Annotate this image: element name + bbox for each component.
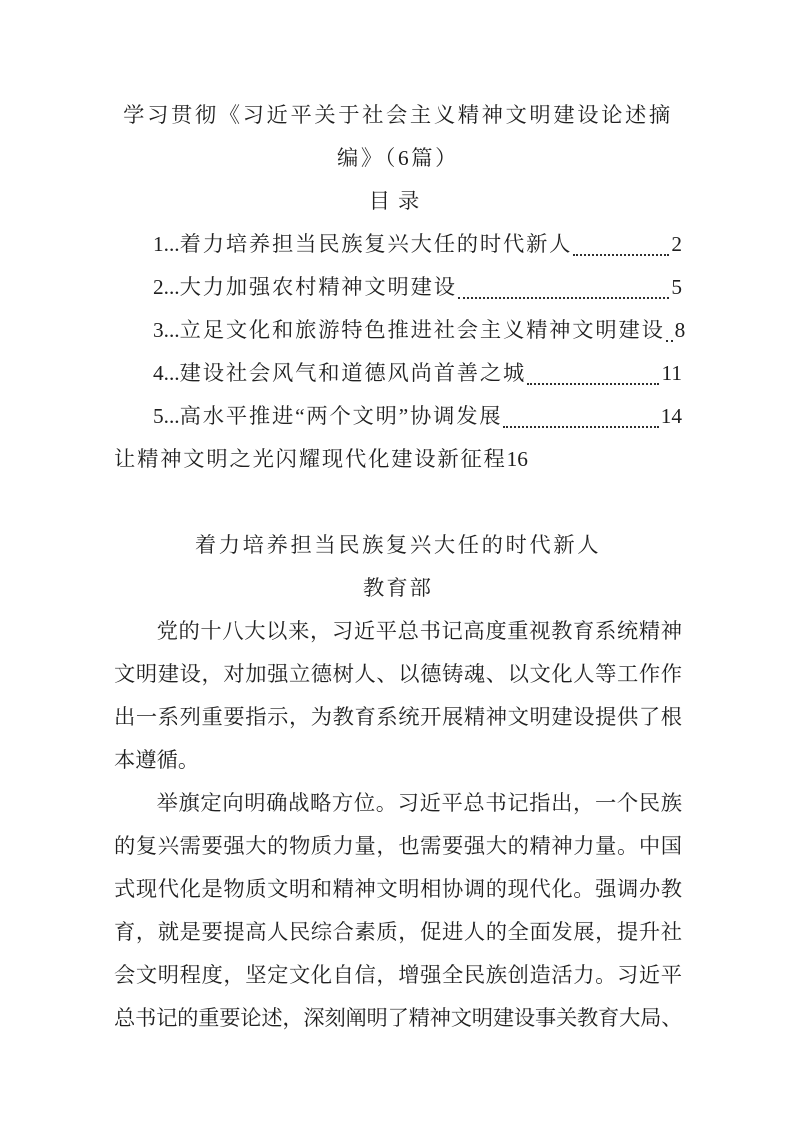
paragraph-line: 式现代化是物质文明和精神文明相协调的现代化。强调办教 (114, 877, 682, 901)
toc-leader-dots (502, 395, 660, 438)
toc-item-5[interactable] (114, 395, 682, 438)
toc-leader-dots (665, 309, 675, 352)
paragraph-line: 育，就是要提高人民综合素质，促进人的全面发展，提升社 (114, 920, 682, 944)
toc-item-page: 5 (671, 275, 682, 299)
toc-leader-dots (457, 266, 672, 309)
paragraph-line: 本遵循。 (114, 748, 200, 772)
toc-item-label: 让精神文明之光闪耀现代化建设新征程 (114, 447, 507, 471)
paragraph-line: 党的十八大以来，习近平总书记高度重视教育系统精神 (156, 619, 682, 643)
document-title-line: 学习贯彻《习近平关于社会主义精神文明建设论述摘 (123, 103, 673, 127)
article-paragraph (114, 782, 682, 1040)
article-author: 教育部 (363, 576, 433, 600)
document-title (114, 94, 682, 180)
toc-item-number: 1... (153, 232, 180, 256)
article (114, 524, 682, 1040)
paragraph-line: 出一系列重要指示，为教育系统开展精神文明建设提供了根 (114, 705, 682, 729)
paragraph-line: 文明建设，对加强立德树人、以德铸魂、以文化人等工作作 (114, 662, 682, 686)
toc-item-label: 建设社会风气和道德风尚首善之城 (179, 361, 527, 385)
toc-item-1[interactable] (114, 223, 682, 266)
toc-item-page: 16 (506, 447, 528, 471)
toc-item-number: 4... (153, 361, 180, 385)
toc-leader-dots (572, 223, 671, 266)
toc-item-page: 14 (660, 404, 682, 428)
toc-item-number: 5... (153, 404, 180, 428)
toc-item-page: 2 (671, 232, 682, 256)
toc-item-page: 8 (674, 318, 686, 342)
toc-item-label: 高水平推进“两个文明”协调发展 (179, 404, 503, 428)
paragraph-line: 的复兴需要强大的物质力量，也需要强大的精神力量。中国 (114, 834, 682, 858)
toc-item-label: 立足文化和旅游特色推进社会主义精神文明建设 (179, 318, 665, 342)
document-title-line: 编》（6篇） (336, 146, 460, 170)
blank-line (114, 481, 682, 524)
article-paragraph (114, 610, 682, 782)
toc-item-2[interactable] (114, 266, 682, 309)
toc-item-label: 大力加强农村精神文明建设 (179, 275, 457, 299)
toc-item-label: 着力培养担当民族复兴大任的时代新人 (179, 232, 573, 256)
article-title: 着力培养担当民族复兴大任的时代新人 (194, 533, 602, 557)
paragraph-line: 会文明程度，坚定文化自信，增强全民族创造活力。习近平 (114, 963, 682, 987)
table-of-contents (114, 223, 686, 481)
toc-item-page: 11 (661, 361, 682, 385)
toc-item-4[interactable] (114, 352, 682, 395)
paragraph-line: 总书记的重要论述，深刻阐明了精神文明建设事关教育大局、 (114, 1006, 682, 1030)
toc-item-number: 3... (153, 318, 180, 342)
toc-item-number: 2... (153, 275, 180, 299)
paragraph-line: 举旗定向明确战略方位。习近平总书记指出，一个民族 (156, 791, 682, 815)
toc-item-3[interactable] (114, 309, 686, 352)
toc-heading: 目录 (368, 189, 428, 213)
toc-item-plain[interactable] (114, 438, 682, 481)
toc-leader-dots (526, 352, 661, 395)
